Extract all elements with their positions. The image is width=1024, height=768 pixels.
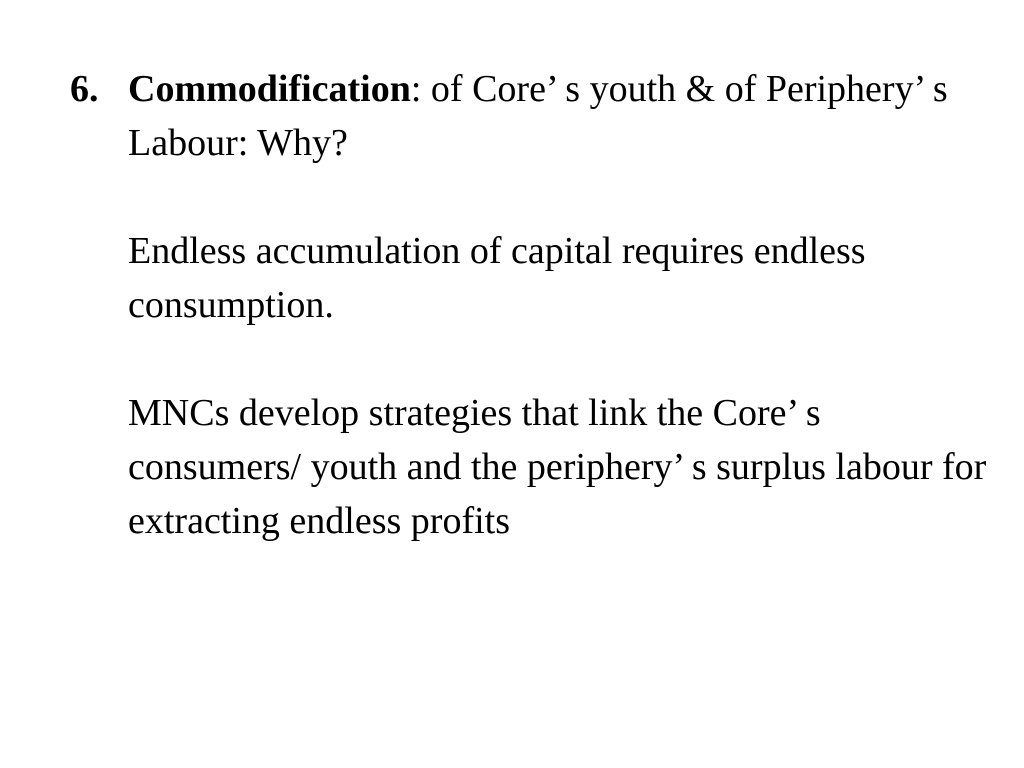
heading-rest: : of Core’ s youth & of Periphery’ s Labour: Why? [128, 68, 948, 164]
heading-term: Commodification [128, 68, 411, 110]
paragraph-mncs: MNCs develop strategies that link the Core’ s consumers/ youth and the periphery’ s surplus labour for extracting endless profits [128, 392, 987, 542]
list-item-6 [70, 62, 990, 548]
spacer [128, 170, 990, 224]
item-body [128, 62, 990, 548]
item-number: 6. [70, 68, 99, 110]
item-heading [128, 62, 990, 170]
paragraph-accumulation: Endless accumulation of capital requires endless consumption. [128, 230, 866, 326]
spacer [128, 332, 990, 386]
